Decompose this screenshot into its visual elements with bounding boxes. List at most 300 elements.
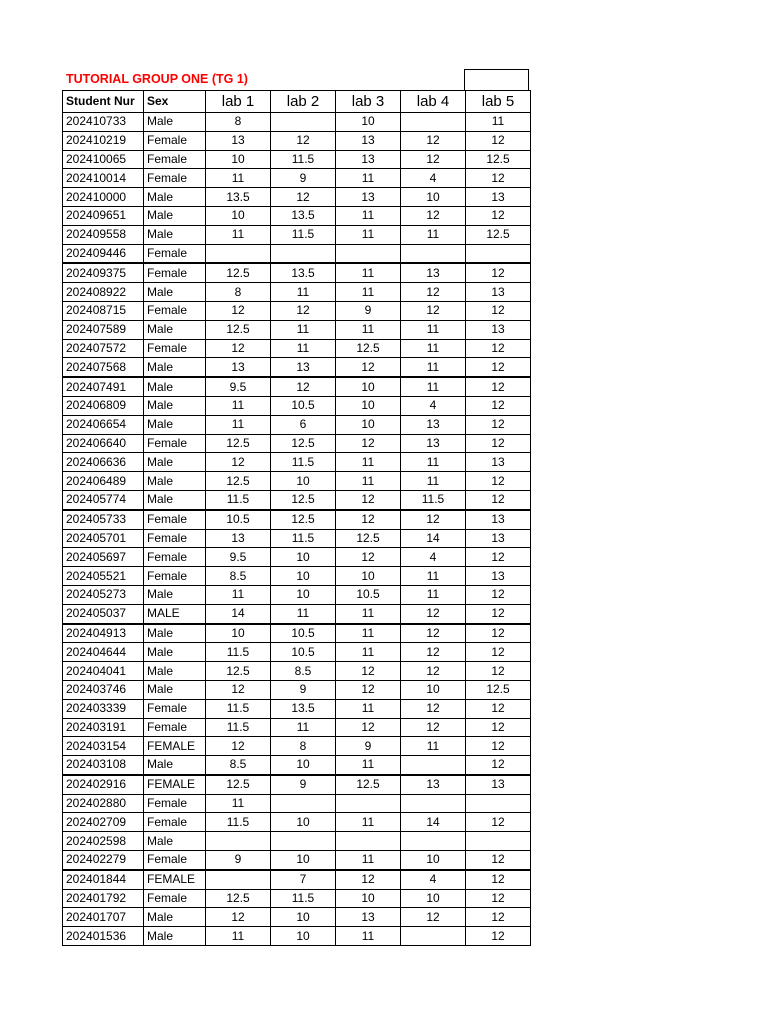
cell-lab-2[interactable]: 11 bbox=[271, 283, 336, 302]
cell-sex[interactable]: Male bbox=[144, 908, 206, 927]
cell-student-number[interactable]: 202403339 bbox=[63, 699, 144, 718]
cell-student-number[interactable]: 202401536 bbox=[63, 927, 144, 946]
cell-student-number[interactable]: 202401792 bbox=[63, 889, 144, 908]
cell-student-number[interactable]: 202402709 bbox=[63, 813, 144, 832]
cell-lab-3[interactable]: 12 bbox=[336, 510, 401, 529]
cell-sex[interactable]: Male bbox=[144, 453, 206, 472]
cell-lab-5[interactable]: 12 bbox=[466, 699, 531, 718]
cell-lab-2[interactable]: 11 bbox=[271, 339, 336, 358]
header-lab-3[interactable]: lab 3 bbox=[336, 91, 401, 113]
cell-sex[interactable]: Female bbox=[144, 339, 206, 358]
cell-lab-3[interactable]: 12 bbox=[336, 680, 401, 699]
cell-lab-2[interactable]: 10 bbox=[271, 908, 336, 927]
cell-lab-2[interactable]: 13.5 bbox=[271, 263, 336, 282]
cell-lab-5[interactable]: 12.5 bbox=[466, 680, 531, 699]
cell-sex[interactable]: Male bbox=[144, 283, 206, 302]
cell-student-number[interactable]: 202404644 bbox=[63, 643, 144, 662]
cell-lab-1[interactable]: 9.5 bbox=[206, 548, 271, 567]
cell-lab-4[interactable]: 11 bbox=[401, 567, 466, 586]
header-student-number[interactable]: Student Nur bbox=[63, 91, 144, 113]
cell-student-number[interactable]: 202410065 bbox=[63, 150, 144, 169]
cell-sex[interactable]: FEMALE bbox=[144, 737, 206, 756]
cell-lab-2[interactable]: 10 bbox=[271, 927, 336, 946]
cell-lab-2[interactable]: 13 bbox=[271, 358, 336, 377]
cell-lab-2[interactable]: 12 bbox=[271, 131, 336, 150]
cell-student-number[interactable]: 202408715 bbox=[63, 301, 144, 320]
cell-lab-3[interactable]: 12 bbox=[336, 548, 401, 567]
cell-lab-2[interactable] bbox=[271, 794, 336, 813]
cell-lab-3[interactable]: 12 bbox=[336, 662, 401, 681]
cell-lab-2[interactable]: 13.5 bbox=[271, 699, 336, 718]
cell-lab-1[interactable]: 12.5 bbox=[206, 434, 271, 453]
cell-lab-4[interactable]: 12 bbox=[401, 662, 466, 681]
cell-lab-2[interactable]: 9 bbox=[271, 169, 336, 188]
cell-student-number[interactable]: 202407589 bbox=[63, 320, 144, 339]
cell-lab-4[interactable]: 4 bbox=[401, 169, 466, 188]
cell-lab-4[interactable]: 12 bbox=[401, 643, 466, 662]
cell-lab-1[interactable]: 11 bbox=[206, 415, 271, 434]
cell-lab-2[interactable]: 10 bbox=[271, 851, 336, 870]
cell-lab-5[interactable]: 13 bbox=[466, 775, 531, 794]
header-lab-2[interactable]: lab 2 bbox=[271, 91, 336, 113]
cell-lab-4[interactable]: 12 bbox=[401, 150, 466, 169]
cell-sex[interactable]: Female bbox=[144, 529, 206, 548]
cell-student-number[interactable]: 202402598 bbox=[63, 832, 144, 851]
cell-lab-3[interactable]: 13 bbox=[336, 150, 401, 169]
cell-sex[interactable]: Female bbox=[144, 131, 206, 150]
cell-lab-3[interactable]: 12 bbox=[336, 870, 401, 889]
cell-lab-4[interactable]: 11.5 bbox=[401, 490, 466, 509]
cell-lab-5[interactable]: 12 bbox=[466, 737, 531, 756]
cell-lab-1[interactable]: 12.5 bbox=[206, 472, 271, 491]
cell-student-number[interactable]: 202407572 bbox=[63, 339, 144, 358]
cell-sex[interactable]: Male bbox=[144, 206, 206, 225]
header-lab-4[interactable]: lab 4 bbox=[401, 91, 466, 113]
cell-lab-2[interactable]: 10 bbox=[271, 548, 336, 567]
cell-sex[interactable]: Female bbox=[144, 244, 206, 263]
cell-student-number[interactable]: 202402916 bbox=[63, 775, 144, 794]
cell-sex[interactable]: Female bbox=[144, 718, 206, 737]
cell-lab-2[interactable]: 12.5 bbox=[271, 510, 336, 529]
cell-lab-5[interactable]: 11 bbox=[466, 113, 531, 132]
cell-sex[interactable]: Male bbox=[144, 585, 206, 604]
cell-student-number[interactable]: 202405697 bbox=[63, 548, 144, 567]
cell-sex[interactable]: Male bbox=[144, 927, 206, 946]
cell-student-number[interactable]: 202409446 bbox=[63, 244, 144, 263]
cell-lab-1[interactable]: 9 bbox=[206, 851, 271, 870]
cell-lab-5[interactable]: 12 bbox=[466, 358, 531, 377]
cell-sex[interactable]: Female bbox=[144, 169, 206, 188]
cell-sex[interactable]: Male bbox=[144, 377, 206, 396]
cell-student-number[interactable]: 202409558 bbox=[63, 225, 144, 244]
cell-lab-5[interactable]: 12 bbox=[466, 301, 531, 320]
cell-lab-3[interactable]: 12.5 bbox=[336, 339, 401, 358]
cell-lab-5[interactable]: 12 bbox=[466, 415, 531, 434]
cell-student-number[interactable]: 202405037 bbox=[63, 604, 144, 623]
cell-lab-2[interactable]: 10 bbox=[271, 585, 336, 604]
cell-lab-1[interactable]: 10 bbox=[206, 150, 271, 169]
cell-lab-4[interactable]: 11 bbox=[401, 358, 466, 377]
cell-lab-3[interactable]: 11 bbox=[336, 453, 401, 472]
cell-student-number[interactable]: 202409651 bbox=[63, 206, 144, 225]
cell-lab-3[interactable]: 11 bbox=[336, 756, 401, 775]
cell-lab-4[interactable]: 13 bbox=[401, 263, 466, 282]
cell-student-number[interactable]: 202407568 bbox=[63, 358, 144, 377]
cell-student-number[interactable]: 202409375 bbox=[63, 263, 144, 282]
cell-lab-2[interactable]: 12 bbox=[271, 377, 336, 396]
cell-lab-1[interactable]: 13 bbox=[206, 529, 271, 548]
cell-lab-2[interactable]: 7 bbox=[271, 870, 336, 889]
cell-lab-4[interactable]: 4 bbox=[401, 396, 466, 415]
cell-lab-3[interactable]: 11 bbox=[336, 283, 401, 302]
cell-lab-1[interactable]: 12.5 bbox=[206, 775, 271, 794]
cell-lab-1[interactable]: 12 bbox=[206, 908, 271, 927]
cell-lab-4[interactable]: 12 bbox=[401, 301, 466, 320]
cell-lab-3[interactable]: 9 bbox=[336, 737, 401, 756]
cell-lab-5[interactable] bbox=[466, 244, 531, 263]
cell-lab-3[interactable]: 11 bbox=[336, 263, 401, 282]
cell-sex[interactable]: Male bbox=[144, 320, 206, 339]
cell-lab-5[interactable]: 12 bbox=[466, 870, 531, 889]
cell-lab-1[interactable]: 11 bbox=[206, 396, 271, 415]
cell-lab-5[interactable]: 13 bbox=[466, 320, 531, 339]
cell-lab-1[interactable]: 8 bbox=[206, 283, 271, 302]
cell-lab-3[interactable]: 10 bbox=[336, 377, 401, 396]
cell-lab-3[interactable]: 13 bbox=[336, 908, 401, 927]
cell-sex[interactable]: Male bbox=[144, 188, 206, 207]
cell-lab-4[interactable]: 12 bbox=[401, 206, 466, 225]
cell-lab-5[interactable]: 12 bbox=[466, 585, 531, 604]
cell-lab-3[interactable]: 12 bbox=[336, 718, 401, 737]
cell-sex[interactable]: Male bbox=[144, 624, 206, 643]
cell-lab-3[interactable]: 11 bbox=[336, 169, 401, 188]
cell-lab-2[interactable]: 10.5 bbox=[271, 643, 336, 662]
cell-lab-3[interactable]: 11 bbox=[336, 206, 401, 225]
cell-lab-1[interactable]: 11 bbox=[206, 927, 271, 946]
cell-student-number[interactable]: 202401844 bbox=[63, 870, 144, 889]
cell-student-number[interactable]: 202403746 bbox=[63, 680, 144, 699]
cell-lab-1[interactable]: 13 bbox=[206, 131, 271, 150]
cell-sex[interactable]: Male bbox=[144, 396, 206, 415]
cell-lab-1[interactable]: 8.5 bbox=[206, 567, 271, 586]
cell-student-number[interactable]: 202402279 bbox=[63, 851, 144, 870]
cell-sex[interactable]: Female bbox=[144, 548, 206, 567]
cell-lab-5[interactable]: 12 bbox=[466, 169, 531, 188]
cell-lab-1[interactable] bbox=[206, 244, 271, 263]
cell-lab-5[interactable] bbox=[466, 832, 531, 851]
cell-lab-2[interactable] bbox=[271, 244, 336, 263]
cell-lab-2[interactable]: 10 bbox=[271, 756, 336, 775]
cell-lab-1[interactable]: 12 bbox=[206, 339, 271, 358]
cell-lab-2[interactable]: 10 bbox=[271, 813, 336, 832]
cell-lab-3[interactable]: 11 bbox=[336, 225, 401, 244]
cell-lab-5[interactable]: 13 bbox=[466, 453, 531, 472]
cell-lab-5[interactable]: 12 bbox=[466, 643, 531, 662]
cell-sex[interactable]: Female bbox=[144, 301, 206, 320]
cell-lab-4[interactable]: 11 bbox=[401, 472, 466, 491]
header-sex[interactable]: Sex bbox=[144, 91, 206, 113]
cell-lab-1[interactable]: 11 bbox=[206, 225, 271, 244]
cell-sex[interactable]: Female bbox=[144, 150, 206, 169]
cell-student-number[interactable]: 202406636 bbox=[63, 453, 144, 472]
cell-lab-4[interactable]: 11 bbox=[401, 377, 466, 396]
cell-lab-4[interactable]: 12 bbox=[401, 131, 466, 150]
cell-sex[interactable]: Male bbox=[144, 225, 206, 244]
cell-lab-4[interactable] bbox=[401, 244, 466, 263]
cell-lab-4[interactable]: 13 bbox=[401, 434, 466, 453]
cell-lab-2[interactable]: 6 bbox=[271, 415, 336, 434]
cell-lab-2[interactable]: 11 bbox=[271, 320, 336, 339]
cell-lab-3[interactable]: 12.5 bbox=[336, 775, 401, 794]
cell-student-number[interactable]: 202401707 bbox=[63, 908, 144, 927]
cell-lab-3[interactable]: 9 bbox=[336, 301, 401, 320]
cell-sex[interactable]: Female bbox=[144, 813, 206, 832]
cell-lab-5[interactable]: 12 bbox=[466, 604, 531, 623]
header-lab-1[interactable]: lab 1 bbox=[206, 91, 271, 113]
cell-sex[interactable]: Male bbox=[144, 756, 206, 775]
cell-lab-5[interactable]: 13 bbox=[466, 529, 531, 548]
cell-lab-2[interactable]: 8.5 bbox=[271, 662, 336, 681]
cell-lab-1[interactable]: 10 bbox=[206, 624, 271, 643]
cell-sex[interactable]: Female bbox=[144, 434, 206, 453]
cell-sex[interactable]: Female bbox=[144, 889, 206, 908]
cell-sex[interactable]: Male bbox=[144, 358, 206, 377]
cell-lab-5[interactable]: 12 bbox=[466, 434, 531, 453]
cell-lab-5[interactable]: 12 bbox=[466, 718, 531, 737]
cell-lab-2[interactable]: 10.5 bbox=[271, 624, 336, 643]
cell-sex[interactable]: Female bbox=[144, 510, 206, 529]
cell-lab-1[interactable]: 11.5 bbox=[206, 643, 271, 662]
cell-lab-5[interactable]: 12 bbox=[466, 396, 531, 415]
cell-lab-4[interactable]: 11 bbox=[401, 453, 466, 472]
cell-student-number[interactable]: 202403191 bbox=[63, 718, 144, 737]
cell-lab-2[interactable]: 11.5 bbox=[271, 453, 336, 472]
cell-lab-1[interactable]: 11 bbox=[206, 794, 271, 813]
cell-lab-2[interactable]: 12.5 bbox=[271, 434, 336, 453]
cell-lab-4[interactable]: 10 bbox=[401, 851, 466, 870]
cell-lab-5[interactable]: 13 bbox=[466, 567, 531, 586]
cell-lab-4[interactable]: 10 bbox=[401, 188, 466, 207]
cell-lab-5[interactable]: 12 bbox=[466, 662, 531, 681]
cell-lab-2[interactable]: 9 bbox=[271, 680, 336, 699]
cell-lab-1[interactable]: 13 bbox=[206, 358, 271, 377]
cell-lab-5[interactable]: 12.5 bbox=[466, 225, 531, 244]
cell-lab-1[interactable]: 14 bbox=[206, 604, 271, 623]
cell-lab-4[interactable]: 12 bbox=[401, 624, 466, 643]
cell-lab-2[interactable]: 11.5 bbox=[271, 150, 336, 169]
cell-student-number[interactable]: 202410000 bbox=[63, 188, 144, 207]
cell-lab-4[interactable]: 12 bbox=[401, 718, 466, 737]
cell-student-number[interactable]: 202410014 bbox=[63, 169, 144, 188]
cell-lab-1[interactable] bbox=[206, 832, 271, 851]
cell-lab-5[interactable]: 12 bbox=[466, 339, 531, 358]
cell-lab-3[interactable]: 10 bbox=[336, 567, 401, 586]
cell-lab-2[interactable]: 11.5 bbox=[271, 529, 336, 548]
cell-lab-5[interactable]: 12 bbox=[466, 927, 531, 946]
cell-student-number[interactable]: 202410733 bbox=[63, 113, 144, 132]
cell-lab-1[interactable]: 11.5 bbox=[206, 490, 271, 509]
cell-lab-5[interactable]: 12 bbox=[466, 206, 531, 225]
cell-student-number[interactable]: 202408922 bbox=[63, 283, 144, 302]
cell-student-number[interactable]: 202406809 bbox=[63, 396, 144, 415]
cell-lab-5[interactable]: 12 bbox=[466, 851, 531, 870]
cell-lab-2[interactable]: 10 bbox=[271, 567, 336, 586]
cell-lab-3[interactable]: 11 bbox=[336, 624, 401, 643]
cell-lab-5[interactable]: 12.5 bbox=[466, 150, 531, 169]
cell-sex[interactable]: Female bbox=[144, 699, 206, 718]
cell-lab-3[interactable]: 13 bbox=[336, 131, 401, 150]
empty-header-cell[interactable] bbox=[464, 69, 529, 90]
cell-sex[interactable]: FEMALE bbox=[144, 870, 206, 889]
cell-lab-1[interactable]: 10.5 bbox=[206, 510, 271, 529]
cell-lab-1[interactable]: 13.5 bbox=[206, 188, 271, 207]
cell-lab-3[interactable]: 12 bbox=[336, 490, 401, 509]
cell-lab-3[interactable]: 11 bbox=[336, 604, 401, 623]
cell-lab-1[interactable]: 12 bbox=[206, 301, 271, 320]
cell-lab-3[interactable]: 10 bbox=[336, 396, 401, 415]
cell-sex[interactable]: Male bbox=[144, 832, 206, 851]
cell-lab-4[interactable] bbox=[401, 927, 466, 946]
cell-lab-3[interactable]: 10 bbox=[336, 113, 401, 132]
cell-lab-5[interactable]: 12 bbox=[466, 756, 531, 775]
cell-lab-4[interactable]: 10 bbox=[401, 680, 466, 699]
cell-lab-3[interactable]: 12 bbox=[336, 358, 401, 377]
cell-sex[interactable]: Female bbox=[144, 263, 206, 282]
cell-lab-5[interactable]: 13 bbox=[466, 283, 531, 302]
cell-lab-4[interactable]: 14 bbox=[401, 529, 466, 548]
cell-lab-2[interactable]: 10.5 bbox=[271, 396, 336, 415]
cell-lab-1[interactable]: 12 bbox=[206, 680, 271, 699]
cell-sex[interactable]: Male bbox=[144, 643, 206, 662]
cell-lab-5[interactable]: 12 bbox=[466, 472, 531, 491]
cell-lab-4[interactable] bbox=[401, 113, 466, 132]
cell-lab-4[interactable]: 11 bbox=[401, 320, 466, 339]
cell-lab-4[interactable] bbox=[401, 756, 466, 775]
cell-lab-2[interactable]: 12 bbox=[271, 301, 336, 320]
cell-student-number[interactable]: 202405273 bbox=[63, 585, 144, 604]
cell-student-number[interactable]: 202407491 bbox=[63, 377, 144, 396]
cell-lab-2[interactable]: 12.5 bbox=[271, 490, 336, 509]
cell-lab-4[interactable]: 12 bbox=[401, 908, 466, 927]
cell-student-number[interactable]: 202406489 bbox=[63, 472, 144, 491]
cell-sex[interactable]: Male bbox=[144, 680, 206, 699]
cell-student-number[interactable]: 202405701 bbox=[63, 529, 144, 548]
cell-lab-1[interactable]: 11.5 bbox=[206, 699, 271, 718]
cell-lab-4[interactable]: 14 bbox=[401, 813, 466, 832]
cell-lab-3[interactable]: 11 bbox=[336, 813, 401, 832]
cell-lab-2[interactable]: 9 bbox=[271, 775, 336, 794]
cell-lab-4[interactable]: 13 bbox=[401, 415, 466, 434]
cell-lab-5[interactable]: 12 bbox=[466, 377, 531, 396]
cell-sex[interactable]: Male bbox=[144, 662, 206, 681]
cell-sex[interactable]: MALE bbox=[144, 604, 206, 623]
cell-sex[interactable]: Male bbox=[144, 113, 206, 132]
header-lab-5[interactable]: lab 5 bbox=[466, 91, 531, 113]
cell-lab-2[interactable] bbox=[271, 832, 336, 851]
cell-lab-4[interactable]: 11 bbox=[401, 339, 466, 358]
cell-sex[interactable]: Male bbox=[144, 415, 206, 434]
cell-lab-1[interactable]: 11 bbox=[206, 585, 271, 604]
cell-lab-4[interactable]: 10 bbox=[401, 889, 466, 908]
cell-lab-1[interactable] bbox=[206, 870, 271, 889]
cell-student-number[interactable]: 202410219 bbox=[63, 131, 144, 150]
cell-lab-3[interactable]: 12 bbox=[336, 434, 401, 453]
cell-lab-4[interactable]: 12 bbox=[401, 283, 466, 302]
cell-student-number[interactable]: 202405774 bbox=[63, 490, 144, 509]
cell-lab-4[interactable]: 12 bbox=[401, 699, 466, 718]
cell-lab-4[interactable]: 12 bbox=[401, 510, 466, 529]
cell-lab-2[interactable]: 11 bbox=[271, 604, 336, 623]
cell-lab-3[interactable] bbox=[336, 244, 401, 263]
cell-sex[interactable]: Male bbox=[144, 490, 206, 509]
cell-lab-4[interactable]: 11 bbox=[401, 225, 466, 244]
cell-lab-3[interactable]: 11 bbox=[336, 643, 401, 662]
cell-lab-2[interactable]: 8 bbox=[271, 737, 336, 756]
cell-lab-3[interactable]: 13 bbox=[336, 188, 401, 207]
cell-lab-1[interactable]: 12.5 bbox=[206, 263, 271, 282]
cell-lab-1[interactable]: 12 bbox=[206, 737, 271, 756]
cell-lab-5[interactable]: 12 bbox=[466, 548, 531, 567]
cell-lab-5[interactable]: 12 bbox=[466, 908, 531, 927]
cell-lab-3[interactable]: 10.5 bbox=[336, 585, 401, 604]
cell-lab-4[interactable]: 11 bbox=[401, 585, 466, 604]
cell-lab-1[interactable]: 12.5 bbox=[206, 889, 271, 908]
cell-lab-3[interactable] bbox=[336, 794, 401, 813]
cell-sex[interactable]: Male bbox=[144, 472, 206, 491]
cell-sex[interactable]: Female bbox=[144, 794, 206, 813]
cell-sex[interactable]: FEMALE bbox=[144, 775, 206, 794]
cell-lab-2[interactable]: 13.5 bbox=[271, 206, 336, 225]
cell-lab-1[interactable]: 8.5 bbox=[206, 756, 271, 775]
cell-lab-2[interactable]: 11 bbox=[271, 718, 336, 737]
cell-lab-3[interactable]: 11 bbox=[336, 320, 401, 339]
cell-lab-4[interactable] bbox=[401, 794, 466, 813]
cell-lab-1[interactable]: 12 bbox=[206, 453, 271, 472]
cell-lab-3[interactable] bbox=[336, 832, 401, 851]
cell-student-number[interactable]: 202402880 bbox=[63, 794, 144, 813]
cell-student-number[interactable]: 202403154 bbox=[63, 737, 144, 756]
cell-lab-4[interactable]: 12 bbox=[401, 604, 466, 623]
cell-lab-5[interactable]: 12 bbox=[466, 813, 531, 832]
cell-lab-1[interactable]: 11.5 bbox=[206, 813, 271, 832]
cell-lab-2[interactable]: 12 bbox=[271, 188, 336, 207]
cell-lab-5[interactable]: 12 bbox=[466, 490, 531, 509]
cell-lab-1[interactable]: 8 bbox=[206, 113, 271, 132]
cell-lab-1[interactable]: 9.5 bbox=[206, 377, 271, 396]
cell-lab-5[interactable] bbox=[466, 794, 531, 813]
cell-lab-4[interactable] bbox=[401, 832, 466, 851]
cell-lab-5[interactable]: 12 bbox=[466, 263, 531, 282]
cell-lab-1[interactable]: 10 bbox=[206, 206, 271, 225]
cell-student-number[interactable]: 202406654 bbox=[63, 415, 144, 434]
cell-sex[interactable]: Female bbox=[144, 567, 206, 586]
cell-student-number[interactable]: 202403108 bbox=[63, 756, 144, 775]
cell-lab-1[interactable]: 12.5 bbox=[206, 320, 271, 339]
cell-student-number[interactable]: 202405733 bbox=[63, 510, 144, 529]
cell-lab-5[interactable]: 13 bbox=[466, 510, 531, 529]
cell-lab-3[interactable]: 11 bbox=[336, 699, 401, 718]
cell-lab-4[interactable]: 13 bbox=[401, 775, 466, 794]
cell-lab-3[interactable]: 11 bbox=[336, 472, 401, 491]
cell-lab-2[interactable]: 11.5 bbox=[271, 225, 336, 244]
cell-lab-1[interactable]: 11 bbox=[206, 169, 271, 188]
cell-student-number[interactable]: 202406640 bbox=[63, 434, 144, 453]
cell-lab-2[interactable]: 11.5 bbox=[271, 889, 336, 908]
cell-lab-5[interactable]: 12 bbox=[466, 889, 531, 908]
cell-lab-4[interactable]: 11 bbox=[401, 737, 466, 756]
cell-lab-3[interactable]: 11 bbox=[336, 851, 401, 870]
cell-student-number[interactable]: 202404041 bbox=[63, 662, 144, 681]
